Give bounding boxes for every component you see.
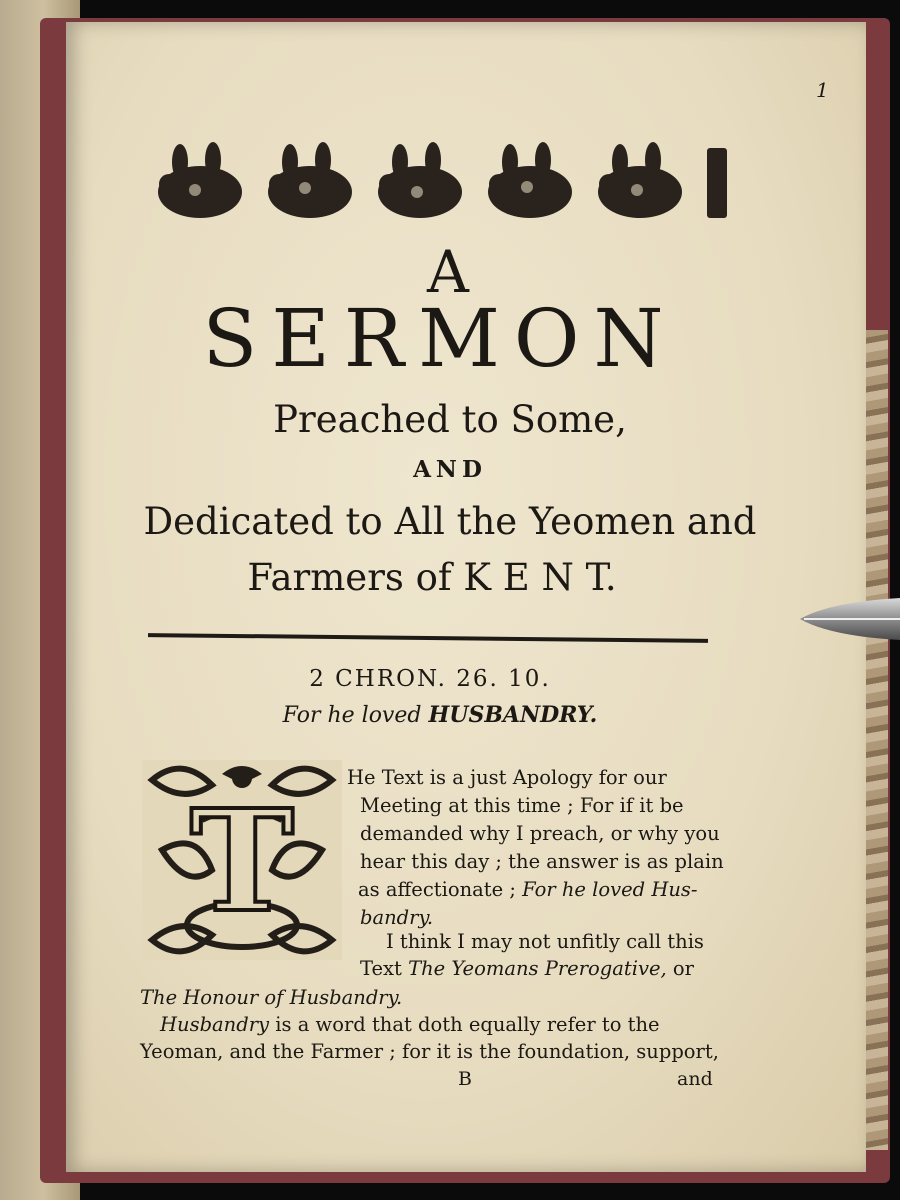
subtitle-and: AND	[413, 456, 487, 483]
body-line: Yeoman, and the Farmer ; for it is the foundation, support,	[140, 1040, 719, 1063]
body-line: demanded why I preach, or why you	[360, 822, 720, 845]
signature-mark: B	[458, 1068, 472, 1090]
title-article: A	[427, 238, 473, 306]
body-text: or	[666, 957, 694, 980]
rabbit-ornament-icon	[268, 142, 352, 218]
body-line	[160, 1013, 660, 1036]
page-number: 1	[816, 78, 829, 102]
body-line: He Text is a just Apology for our	[347, 766, 667, 789]
body-line: Meeting at this time ; For if it be	[360, 794, 684, 817]
catchword: and	[677, 1068, 713, 1090]
body-line	[358, 878, 698, 901]
body-text: Text	[360, 957, 409, 980]
body-text: as affectionate ;	[358, 878, 523, 901]
bookmark-blade	[800, 596, 900, 642]
rabbit-ornament-icon	[158, 142, 242, 218]
rabbit-ornament-icon	[598, 142, 682, 218]
body-text: is a word that doth equally refer to the	[269, 1013, 660, 1036]
body-italic-text: For he loved Hus-	[522, 878, 698, 901]
subtitle-preached: Preached to Some,	[273, 398, 627, 441]
body-line: The Honour of Husbandry.	[140, 986, 403, 1009]
rabbit-ornament-icon	[378, 142, 462, 218]
rabbit-ornament-icon	[488, 142, 572, 218]
body-line	[360, 957, 694, 980]
scripture-reference: 2 CHRON. 26. 10.	[309, 666, 551, 692]
body-italic-text: Husbandry	[160, 1013, 270, 1036]
title-main: SERMON	[202, 292, 678, 385]
body-italic-text: The Yeomans Prerogative,	[408, 957, 667, 980]
drop-cap-ornament	[142, 760, 342, 960]
body-line: hear this day ; the answer is as plain	[360, 850, 724, 873]
subtitle-dedicated: Dedicated to All the Yeomen and	[143, 500, 757, 543]
drop-cap-letter: T	[189, 780, 295, 944]
subtitle-farmers-of-kent: Farmers of K E N T.	[247, 556, 617, 599]
scripture-quote	[0, 702, 880, 728]
scripture-quote-emphasis: HUSBANDRY.	[428, 702, 598, 728]
scripture-quote-prefix: For he loved	[282, 703, 429, 728]
body-line: bandry.	[360, 906, 434, 929]
rabbit-ornament-band	[155, 140, 730, 224]
body-line: I think I may not unfitly call this	[386, 930, 704, 953]
